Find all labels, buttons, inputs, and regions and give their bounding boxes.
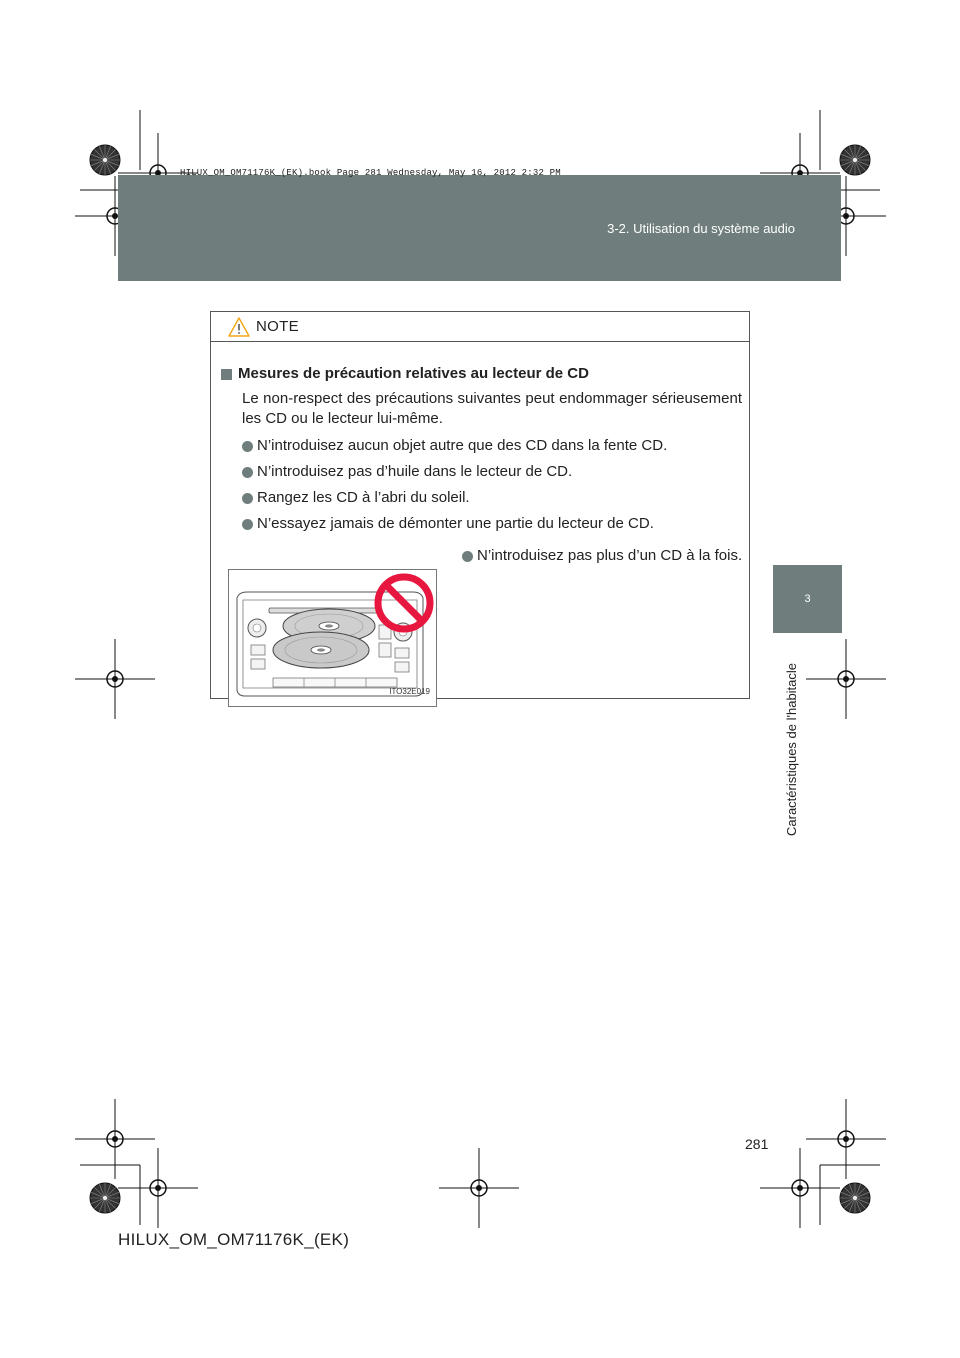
- warning-triangle-icon: [228, 317, 250, 337]
- chapter-tab-label-text: Caractéristiques de l'habitacle: [784, 662, 799, 836]
- round-bullet-icon: [242, 467, 253, 478]
- round-bullet-icon: [242, 519, 253, 530]
- document-code: HILUX_OM_OM71176K_(EK): [118, 1230, 350, 1249]
- chapter-tab-label: [772, 640, 812, 840]
- round-bullet-icon: [242, 441, 253, 452]
- list-item: Rangez les CD à l’abri du soleil.: [242, 488, 470, 508]
- section-title: 3-2. Utilisation du système audio: [607, 221, 795, 236]
- page-number: 281: [745, 1136, 769, 1152]
- square-bullet-icon: [221, 369, 232, 380]
- note-title: NOTE: [256, 318, 299, 335]
- list-item: N’introduisez aucun objet autre que des CD dans la fente CD.: [242, 436, 667, 456]
- list-item: N’essayez jamais de démonter une partie du lecteur de CD.: [242, 514, 654, 534]
- note-content: [211, 343, 749, 698]
- illustration-code: ITO32E019: [389, 687, 430, 696]
- list-item: N’introduisez pas d’huile dans le lecteur de CD.: [242, 462, 572, 482]
- book-info-line: HILUX_OM_OM71176K_(EK).book Page 281 Wednesday, May 16, 2012 2:32 PM: [180, 168, 561, 178]
- cd-player-illustration: [228, 569, 437, 707]
- note-subheading-text: Mesures de précaution relatives au lecteur de CD: [238, 365, 589, 382]
- note-box: [210, 311, 750, 699]
- note-subheading: [221, 364, 589, 384]
- note-intro: Le non-respect des précautions suivantes peut endommager sérieusement les CD ou le lecteur lui-même.: [242, 390, 742, 427]
- round-bullet-icon: [462, 551, 473, 562]
- list-item-side: N’introduisez pas plus d’un CD à la fois.: [462, 546, 742, 566]
- round-bullet-icon: [242, 493, 253, 504]
- note-header: [211, 312, 749, 342]
- chapter-tab-number: 3: [773, 565, 842, 633]
